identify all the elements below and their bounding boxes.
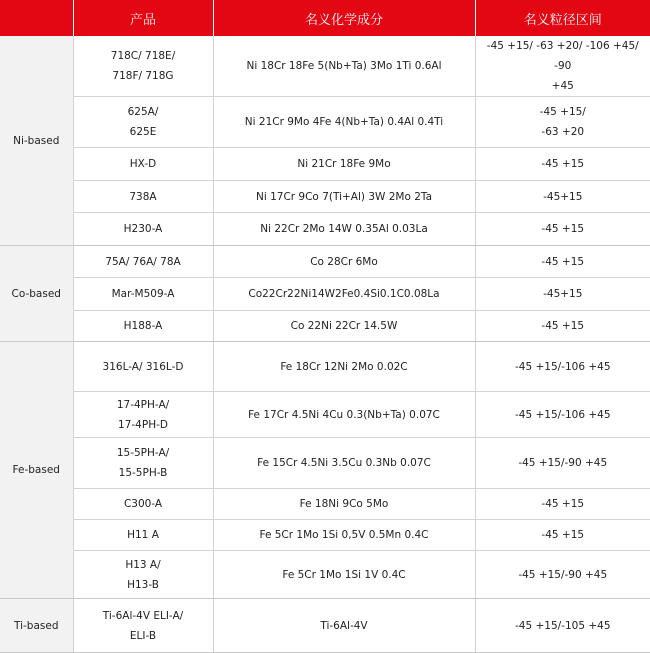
table-row xyxy=(0,278,650,311)
composition-cell: Ni 22Cr 2Mo 14W 0.35Al 0.03La xyxy=(213,213,475,246)
size-range-cell xyxy=(475,392,650,438)
composition-cell: Fe 18Ni 9Co 5Mo xyxy=(213,489,475,520)
table-row xyxy=(0,311,650,342)
table-row xyxy=(0,489,650,520)
size-range-cell xyxy=(475,489,650,520)
product-cell-line: 15-5PH-B xyxy=(118,467,168,479)
size-range-cell xyxy=(475,246,650,278)
size-range-cell-line: -45 +15/-105 +45 xyxy=(514,619,611,632)
product-cell-line: HX-D xyxy=(129,158,157,170)
size-range-cell-line: -45+15 xyxy=(543,288,583,300)
size-range-cell-line: +45 xyxy=(551,80,574,92)
size-range-cell-line: -45 +15 xyxy=(541,223,585,235)
product-cell-line: 718F/ 718G xyxy=(112,70,174,82)
size-range-cell xyxy=(475,213,650,246)
table-row xyxy=(0,520,650,551)
size-range-cell xyxy=(475,520,650,551)
table-row xyxy=(0,36,650,97)
size-range-cell xyxy=(475,438,650,489)
composition-cell: Ni 18Cr 18Fe 5(Nb+Ta) 3Mo 1Ti 0.6Al xyxy=(213,36,475,97)
size-range-cell-line: -45 +15 xyxy=(541,158,585,170)
size-range-cell-line: -45 +15/ -63 +20/ -106 +45/ -90 xyxy=(486,40,639,72)
product-cell xyxy=(73,392,213,438)
composition-cell: Ti-6Al-4V xyxy=(213,599,475,653)
composition-cell: Ni 21Cr 18Fe 9Mo xyxy=(213,148,475,181)
product-cell-line: Mar-M509-A xyxy=(111,288,175,300)
product-cell-line: Ti-6Al-4V ELI-A/ xyxy=(102,609,184,622)
product-cell xyxy=(73,599,213,653)
product-cell xyxy=(73,246,213,278)
composition-cell: Ni 21Cr 9Mo 4Fe 4(Nb+Ta) 0.4Al 0.4Ti xyxy=(213,97,475,148)
product-cell xyxy=(73,213,213,246)
table-row xyxy=(0,551,650,599)
table-body xyxy=(0,36,650,653)
header-row xyxy=(0,0,650,36)
product-cell-line: H13-B xyxy=(127,578,159,591)
size-range-cell-line: -45 +15/-90 +45 xyxy=(518,568,608,581)
product-cell xyxy=(73,311,213,342)
product-cell xyxy=(73,520,213,551)
size-range-cell-line: -45 +15/-106 +45 xyxy=(514,408,611,421)
header-composition: 名义化学成分 xyxy=(213,0,475,36)
group-label: Ti-based xyxy=(0,599,73,653)
size-range-cell-line: -45 +15 xyxy=(541,529,585,541)
product-cell xyxy=(73,181,213,213)
size-range-cell xyxy=(475,551,650,599)
composition-cell: Co22Cr22Ni14W2Fe0.4Si0.1C0.08La xyxy=(213,278,475,311)
product-cell xyxy=(73,438,213,489)
size-range-cell-line: -45 +15 xyxy=(541,255,585,268)
product-cell xyxy=(73,97,213,148)
composition-cell: Fe 15Cr 4.5Ni 3.5Cu 0.3Nb 0.07C xyxy=(213,438,475,489)
table-row xyxy=(0,148,650,181)
product-cell-line: H11 A xyxy=(127,529,159,541)
composition-cell: Fe 5Cr 1Mo 1Si 1V 0.4C xyxy=(213,551,475,599)
product-cell xyxy=(73,489,213,520)
product-cell-line: ELI-B xyxy=(129,629,157,642)
composition-cell: Ni 17Cr 9Co 7(Ti+Al) 3W 2Mo 2Ta xyxy=(213,181,475,213)
composition-cell: Fe 17Cr 4.5Ni 4Cu 0.3(Nb+Ta) 0.07C xyxy=(213,392,475,438)
product-cell-line: 17-4PH-A/ xyxy=(116,398,170,411)
table-row xyxy=(0,213,650,246)
product-cell xyxy=(73,36,213,97)
product-cell-line: 15-5PH-A/ xyxy=(116,447,170,459)
header-product: 产品 xyxy=(73,0,213,36)
size-range-cell xyxy=(475,599,650,653)
product-cell xyxy=(73,278,213,311)
size-range-cell xyxy=(475,311,650,342)
product-cell-line: 316L-A/ 316L-D xyxy=(102,360,184,373)
table-row xyxy=(0,392,650,438)
table-row xyxy=(0,438,650,489)
size-range-cell xyxy=(475,342,650,392)
product-cell-line: H188-A xyxy=(123,320,163,332)
product-cell xyxy=(73,342,213,392)
composition-cell: Co 22Ni 22Cr 14.5W xyxy=(213,311,475,342)
product-cell-line: 738A xyxy=(129,190,157,203)
product-cell-line: C300-A xyxy=(123,498,163,510)
size-range-cell-line: -63 +20 xyxy=(541,126,585,138)
composition-cell: Fe 5Cr 1Mo 1Si 0,5V 0.5Mn 0.4C xyxy=(213,520,475,551)
group-label: Ni-based xyxy=(0,36,73,246)
size-range-cell-line: -45 +15 xyxy=(541,498,585,510)
size-range-cell xyxy=(475,36,650,97)
group-label: Fe-based xyxy=(0,342,73,599)
table-row xyxy=(0,599,650,653)
composition-cell: Fe 18Cr 12Ni 2Mo 0.02C xyxy=(213,342,475,392)
size-range-cell-line: -45 +15/-106 +45 xyxy=(514,360,611,373)
size-range-cell xyxy=(475,278,650,311)
product-cell xyxy=(73,148,213,181)
product-cell-line: H13 A/ xyxy=(125,558,161,571)
size-range-cell xyxy=(475,148,650,181)
group-label: Co-based xyxy=(0,246,73,342)
product-cell-line: 75A/ 76A/ 78A xyxy=(105,255,181,268)
header-size-range: 名义粒径区间 xyxy=(475,0,650,36)
product-cell xyxy=(73,551,213,599)
product-cell-line: H230-A xyxy=(123,223,163,235)
size-range-cell-line: -45 +15/ xyxy=(539,106,586,118)
product-cell-line: 625E xyxy=(129,126,157,138)
size-range-cell xyxy=(475,181,650,213)
size-range-cell xyxy=(475,97,650,148)
size-range-cell-line: -45+15 xyxy=(543,190,583,203)
composition-cell: Co 28Cr 6Mo xyxy=(213,246,475,278)
size-range-cell-line: -45 +15/-90 +45 xyxy=(518,457,608,469)
table-row xyxy=(0,181,650,213)
table-row xyxy=(0,246,650,278)
table-row xyxy=(0,97,650,148)
size-range-cell-line: -45 +15 xyxy=(541,320,585,332)
table-row xyxy=(0,342,650,392)
product-cell-line: 718C/ 718E/ xyxy=(110,50,176,62)
product-cell-line: 625A/ xyxy=(127,106,159,118)
header-group xyxy=(0,0,73,36)
product-cell-line: 17-4PH-D xyxy=(118,418,168,431)
